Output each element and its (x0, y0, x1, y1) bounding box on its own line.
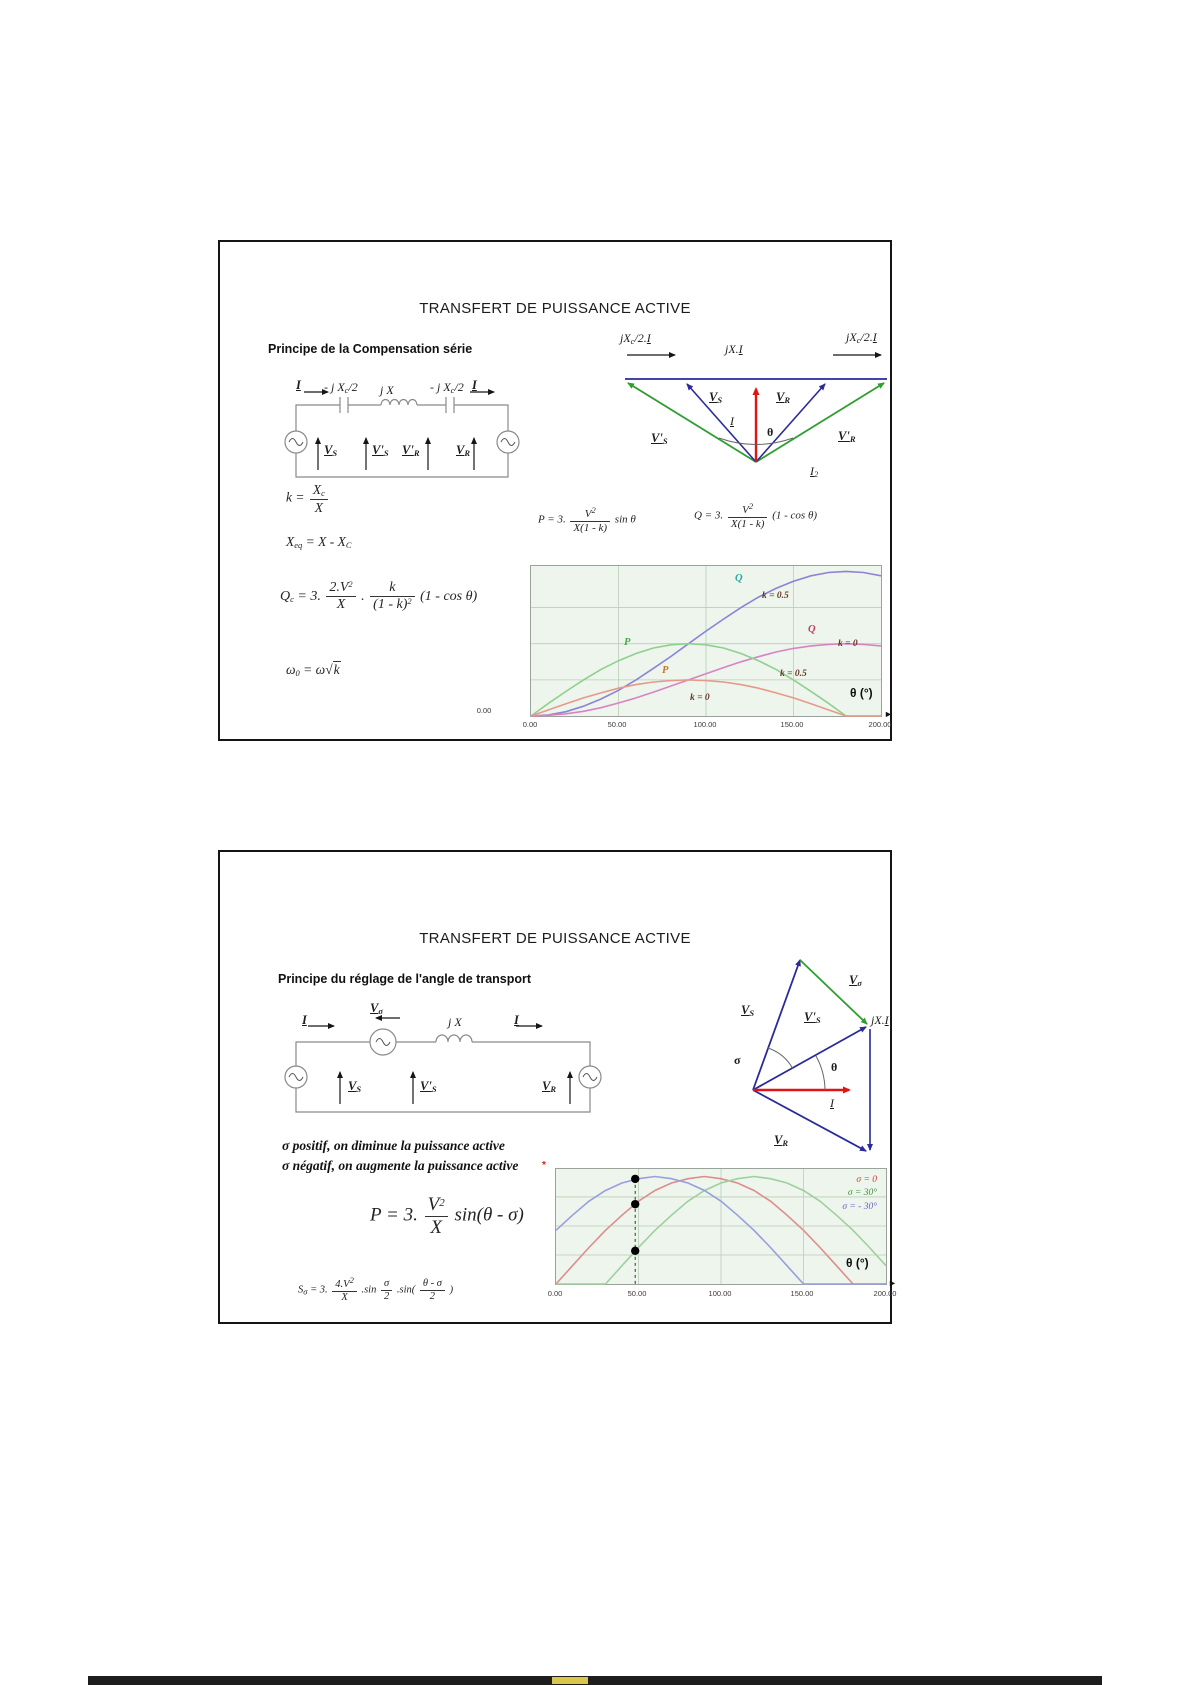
note-sigma-positive: σ positif, on diminue la puissance active (282, 1138, 505, 1153)
x-axis-title: θ (°) (850, 686, 873, 700)
capacitor-right-label: - j $X_c/2$ (430, 380, 464, 395)
y-axis-origin-tick: 0.00 (476, 706, 492, 715)
x-tick-150: 150.00 (790, 1289, 814, 1298)
x-tick-0: 0.00 (547, 1289, 563, 1298)
x-tick-100: 100.00 (708, 1289, 732, 1298)
current-label-left: I (302, 1013, 307, 1027)
phasor-i2-label: $I_2$ (810, 464, 819, 479)
series-compensation-phasor-diagram (615, 327, 890, 477)
phasor-current-label: I (830, 1096, 834, 1110)
formula-xeq: $X_{eq} = X - X_C$ (286, 534, 352, 550)
formula-p: P = 3. $\frac{V^2}{X}$ sin(θ - σ) (370, 1194, 524, 1238)
phasor-vr-label: $V_R$ (774, 1133, 789, 1148)
page-footer-accent (552, 1677, 588, 1684)
formula-s-sigma: $S_\sigma = 3$. $\frac{4.V^2}{X}$ .sin $\frac{\sigma}{2}$ .sin( $\frac{\theta - \sigma}{2}$ ) (298, 1275, 454, 1304)
slide-title: TRANSFERT DE PUISSANCE ACTIVE (419, 300, 691, 317)
slide-title: TRANSFERT DE PUISSANCE ACTIVE (419, 930, 691, 947)
vpr-label: $V'_R$ (402, 443, 420, 458)
current-label-left: I (296, 378, 301, 392)
chart-legend (795, 1174, 877, 1214)
current-label-right: I (472, 378, 477, 392)
phasor-vps-label: $V'_S$ (651, 431, 668, 446)
jxi-label: jX.I (871, 1013, 889, 1027)
page-footer-bar (88, 1676, 1102, 1685)
jxi-label: jX.I (725, 342, 743, 356)
jxc2i-left-label: $jX_c/2.I$ (620, 331, 651, 346)
inductor-label: j X (448, 1015, 462, 1029)
chart-formula-q: Q = 3. $\frac{V^2}{X(1 - k)}$ (1 - cos θ) (694, 501, 818, 530)
inductor-label: j X (380, 383, 394, 397)
vps-label: $V'_S$ (372, 443, 389, 458)
note-sigma-negative: σ négatif, on augmente la puissance active (282, 1158, 519, 1173)
legend-item-sigma-minus30: σ = - 30° (842, 1201, 877, 1212)
formula-qc: $Q_c = 3$. $\frac{2.V^2}{X}$ . $\frac{k}{(1 - k)^2}$ (1 - cos θ) (280, 579, 478, 613)
x-axis-title: θ (°) (846, 1256, 869, 1270)
x-tick-0: 0.00 (522, 720, 538, 729)
curve-label-k0-right: k = 0 (838, 639, 858, 649)
phasor-vs-label: $V_S$ (741, 1003, 755, 1018)
vps-label: $V'_S$ (420, 1079, 437, 1094)
curve-label-q-k0: Q (808, 624, 816, 635)
phasor-vps-label: $V'_S$ (804, 1010, 821, 1025)
theta-angle-label: θ (767, 425, 774, 439)
vs-label: $V_S$ (324, 443, 338, 458)
current-label-right: I (514, 1013, 519, 1027)
slide-subtitle: Principe du réglage de l'angle de transport (278, 972, 532, 986)
axis-arrow-icon: ► (888, 1278, 897, 1288)
x-tick-50: 50.00 (627, 1289, 647, 1298)
chart-formula-p: P = 3. $\frac{V^2}{X(1 - k)}$ sin θ (538, 505, 636, 534)
phase-shifter-circuit-diagram (278, 1012, 608, 1127)
curve-label-k05-low: k = 0.5 (780, 669, 807, 679)
x-tick-50: 50.00 (607, 720, 627, 729)
vr-label: $V_R$ (542, 1079, 557, 1094)
phasor-vr-label: $V_R$ (776, 390, 791, 405)
axis-arrow-icon: ► (884, 709, 893, 719)
formula-k: k = $\frac{X_c}{X}$ (286, 482, 330, 515)
formula-w0: $\omega_0 = \omega√k$ (286, 662, 340, 678)
slide-subtitle: Principe de la Compensation série (268, 342, 473, 356)
x-tick-100: 100.00 (693, 720, 717, 729)
phasor-vs-label: $V_S$ (709, 390, 723, 405)
phasor-current-label: I (730, 414, 734, 428)
sigma-angle-label: σ (734, 1053, 741, 1067)
curve-label-q-k05: Q (735, 573, 743, 584)
curve-label-p-k05: P (624, 637, 631, 648)
curve-label-k0-bottom: k = 0 (690, 693, 710, 703)
phasor-vsigma-label: $V_\sigma$ (849, 973, 862, 988)
jxc2i-right-label: $jX_c/2.I$ (846, 330, 877, 345)
series-compensation-circuit-diagram (278, 380, 518, 490)
capacitor-left-label: - j $X_c/2$ (324, 380, 358, 395)
vsigma-label: $V_\sigma$ (370, 1001, 383, 1016)
axis-marker-icon: * (542, 1160, 546, 1171)
curve-label-p-k0: P (662, 665, 669, 676)
legend-item-sigma0: σ = 0 (856, 1175, 877, 1185)
slide-compensation-serie (218, 240, 892, 741)
phasor-vpr-label: $V'_R$ (838, 429, 856, 444)
x-tick-200: 200.00 (873, 1289, 897, 1298)
curve-label-k05-top: k = 0.5 (762, 591, 789, 601)
x-tick-200: 200.00 (868, 720, 892, 729)
x-tick-150: 150.00 (780, 720, 804, 729)
slide-reglage-angle-transport (218, 850, 897, 1324)
vs-label: $V_S$ (348, 1079, 362, 1094)
theta-angle-label: θ (831, 1060, 838, 1074)
legend-item-sigma30: σ = 30° (847, 1188, 877, 1199)
vr-label: $V_R$ (456, 443, 471, 458)
